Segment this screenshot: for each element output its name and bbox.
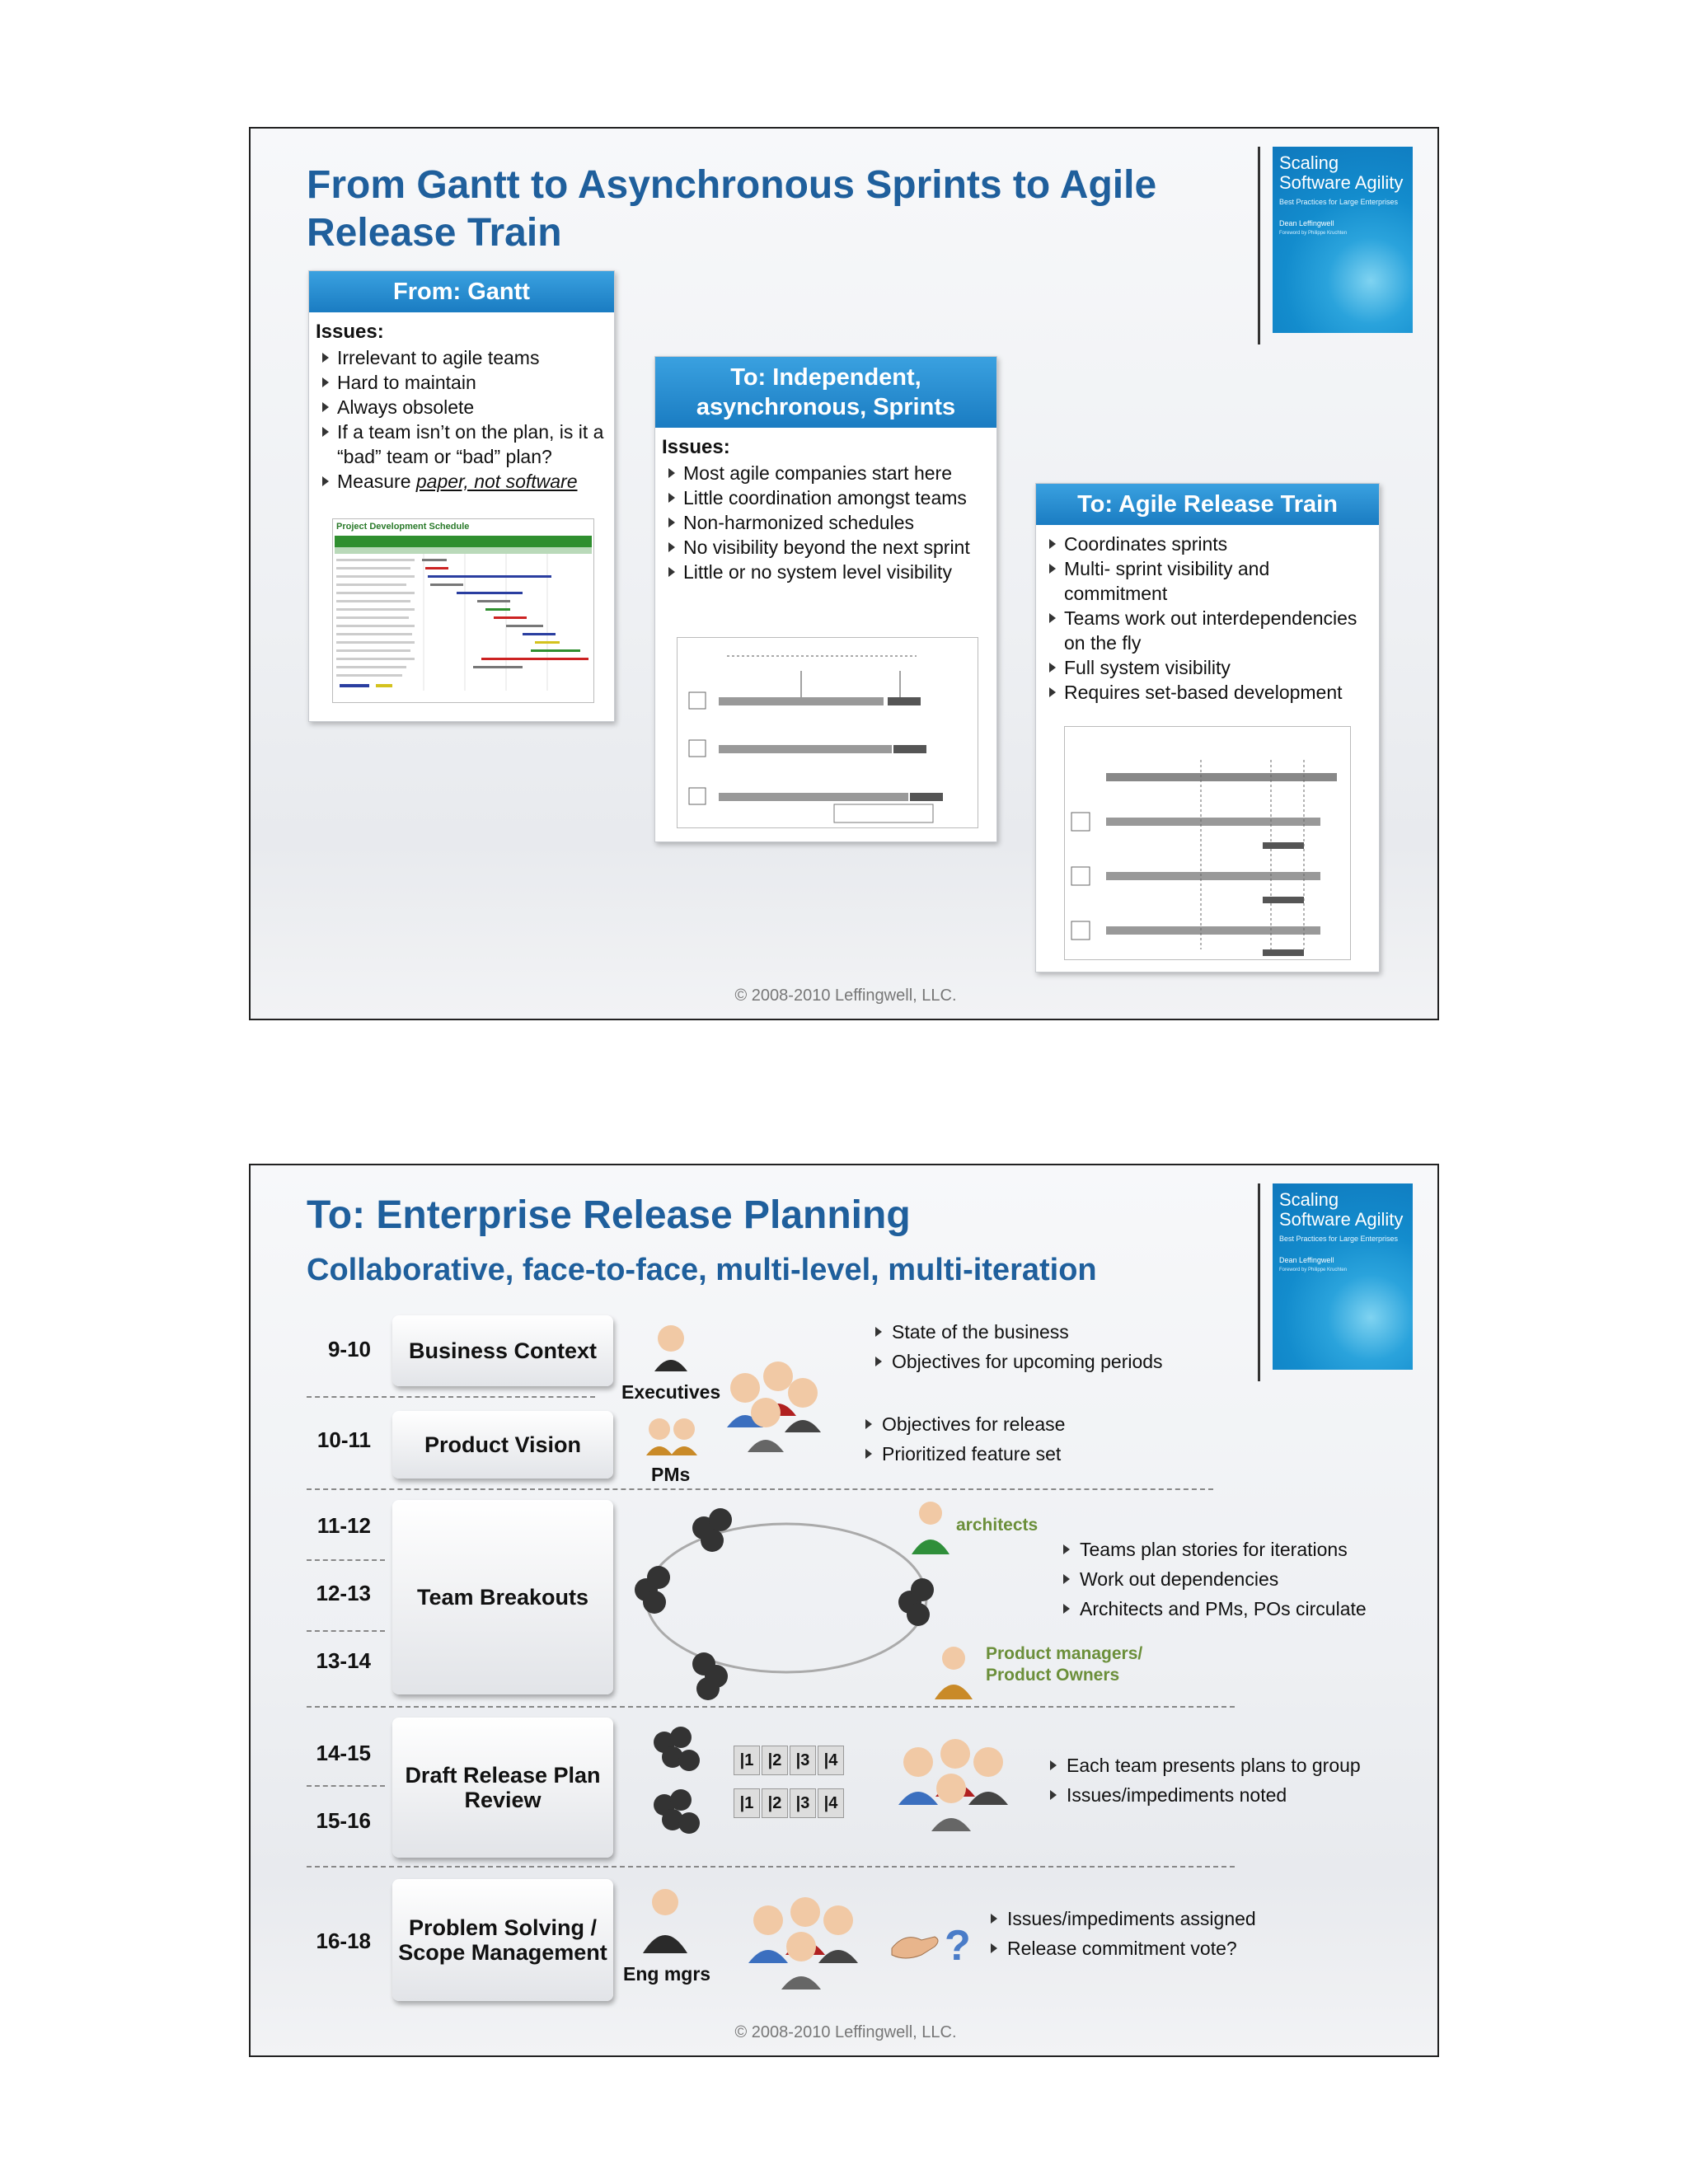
row-divider xyxy=(307,1630,385,1632)
async-sprints-graphic xyxy=(678,638,978,827)
list-item: Work out dependencies xyxy=(1058,1564,1367,1594)
time-label: 13-14 xyxy=(316,1648,371,1673)
teams-group-icon xyxy=(648,1726,710,1858)
list-item: Coordinates sprints xyxy=(1043,532,1374,556)
iteration-box: |1 xyxy=(734,1788,760,1818)
list-item: Prioritized feature set xyxy=(860,1439,1065,1469)
time-label: 10-11 xyxy=(316,1427,371,1452)
business-context-bullets xyxy=(870,1317,1163,1376)
list-item: Teams work out interdependencies on the fly xyxy=(1043,606,1374,655)
session-draft-release-plan-review: Draft Release Plan Review xyxy=(392,1718,613,1858)
people-group-icon xyxy=(646,1314,860,1520)
session-team-breakouts: Team Breakouts xyxy=(392,1500,613,1694)
list-item: Release commitment vote? xyxy=(986,1933,1256,1963)
copyright-footer: © 2008-2010 Leffingwell, LLC. xyxy=(734,987,957,1005)
list-item: Issues/impediments assigned xyxy=(986,1904,1256,1933)
session-problem-solving: Problem Solving / Scope Management xyxy=(392,1879,613,2001)
book-title-line1: Scaling xyxy=(1279,1189,1339,1210)
slide-title-line2: Release Train xyxy=(307,211,562,255)
time-label: 15-16 xyxy=(316,1808,371,1833)
async-sprints-diagram-thumbnail xyxy=(677,637,978,828)
slide-enterprise-release-planning xyxy=(249,1164,1439,2057)
book-cover-image xyxy=(1273,147,1413,333)
issues-heading: Issues: xyxy=(662,436,730,458)
slide-title-line1: From Gantt to Asynchronous Sprints to Agile xyxy=(307,163,1157,207)
book-subtitle: Best Practices for Large Enterprises xyxy=(1279,198,1399,206)
row-divider xyxy=(307,1559,385,1561)
thumbnail-title: Project Development Schedule xyxy=(336,522,470,532)
time-label: 11-12 xyxy=(316,1513,371,1538)
iteration-box: |3 xyxy=(790,1788,816,1818)
slide-subtitle: Collaborative, face-to-face, multi-level, multi-iteration xyxy=(307,1253,1097,1287)
list-item: If a team isn’t on the plan, is it a “bad” team or “bad” plan? xyxy=(316,419,609,469)
copyright-footer: © 2008-2010 Leffingwell, LLC. xyxy=(734,2023,957,2041)
slide-title: To: Enterprise Release Planning xyxy=(307,1193,911,1237)
slide-title xyxy=(307,162,1156,257)
panel-header-line2: asynchronous, Sprints xyxy=(696,394,956,420)
time-label: 16-18 xyxy=(316,1929,371,1953)
gantt-chart-thumbnail xyxy=(332,518,594,703)
executives-label: Executives xyxy=(621,1381,721,1403)
list-item: Hard to maintain xyxy=(316,370,609,395)
panel-from-gantt xyxy=(308,270,615,722)
iteration-box: |4 xyxy=(818,1746,844,1775)
book-cover-image xyxy=(1273,1183,1413,1370)
book-foreword: Foreword by Philippe Kruchten xyxy=(1279,1268,1348,1272)
session-product-vision: Product Vision xyxy=(392,1411,613,1479)
list-item: Teams plan stories for iterations xyxy=(1058,1535,1367,1564)
slide-gantt-to-art xyxy=(249,127,1439,1020)
iteration-box: |1 xyxy=(734,1746,760,1775)
list-item: Each team presents plans to group xyxy=(1045,1750,1361,1780)
stakeholders-group-icon xyxy=(743,1887,875,1994)
divider xyxy=(1258,1183,1260,1381)
panel-header: From: Gantt xyxy=(309,271,614,312)
architect-person-icon xyxy=(910,1498,951,1556)
book-title-line2: Software Agility xyxy=(1279,172,1404,193)
time-label: 12-13 xyxy=(316,1581,371,1605)
list-item: State of the business xyxy=(870,1317,1163,1347)
iteration-box: |3 xyxy=(790,1746,816,1775)
list-item: Little coordination amongst teams xyxy=(662,485,992,510)
list-item: Multi- sprint visibility and commitment xyxy=(1043,556,1374,606)
book-foreword: Foreword by Philippe Kruchten xyxy=(1279,231,1348,236)
book-title-line1: Scaling xyxy=(1279,152,1339,173)
problem-solving-bullets xyxy=(986,1904,1256,1963)
list-item: Most agile companies start here xyxy=(662,461,992,485)
svg-text:?: ? xyxy=(945,1922,971,1970)
draft-release-bullets xyxy=(1045,1750,1361,1810)
architects-label: architects xyxy=(956,1516,1039,1535)
product-managers-label: Product managers/ Product Owners xyxy=(986,1644,1143,1685)
book-title-line2: Software Agility xyxy=(1279,1209,1404,1230)
list-item: Issues/impediments noted xyxy=(1045,1780,1361,1810)
list-item: Non-harmonized schedules xyxy=(662,510,992,535)
iteration-box: |2 xyxy=(762,1746,788,1775)
eng-mgrs-label: Eng mgrs xyxy=(623,1963,711,1985)
list-item: Measure paper, not software xyxy=(316,469,609,494)
handshake-question-icon xyxy=(889,1915,979,1973)
emphasis-text: paper, not software xyxy=(415,471,578,492)
list-item: Always obsolete xyxy=(316,395,609,419)
panel-header-line1: To: Independent, xyxy=(730,364,921,391)
panel-header: To: Agile Release Train xyxy=(1036,484,1379,525)
list-item: Objectives for upcoming periods xyxy=(870,1347,1163,1376)
time-label: 9-10 xyxy=(327,1337,371,1361)
team-breakouts-bullets xyxy=(1058,1535,1367,1624)
release-train-diagram-thumbnail xyxy=(1064,726,1351,960)
iteration-box: |4 xyxy=(818,1788,844,1818)
list-item: Objectives for release xyxy=(860,1409,1065,1439)
divider xyxy=(1258,147,1260,344)
book-author: Dean Leffingwell xyxy=(1279,1256,1334,1264)
panel-agile-release-train xyxy=(1035,483,1380,972)
release-train-graphic xyxy=(1065,727,1350,959)
time-label: 14-15 xyxy=(316,1741,371,1765)
iteration-box: |2 xyxy=(762,1788,788,1818)
book-subtitle: Best Practices for Large Enterprises xyxy=(1279,1235,1399,1243)
row-divider xyxy=(307,1785,385,1787)
product-manager-person-icon xyxy=(933,1643,974,1701)
gantt-bars-graphic xyxy=(333,534,593,699)
team-breakouts-cycle-graphic xyxy=(613,1495,959,1709)
issues-heading: Issues: xyxy=(316,321,384,343)
row-divider xyxy=(307,1866,1235,1868)
list-item: Requires set-based development xyxy=(1043,680,1374,705)
list-item: No visibility beyond the next sprint xyxy=(662,535,992,560)
list-item: Architects and PMs, POs circulate xyxy=(1058,1594,1367,1624)
book-author: Dean Leffingwell xyxy=(1279,219,1334,227)
panel-async-sprints xyxy=(654,356,997,842)
audience-group-icon xyxy=(893,1729,1025,1836)
eng-manager-person-icon xyxy=(636,1884,694,1958)
pms-label: PMs xyxy=(651,1464,691,1485)
list-item: Full system visibility xyxy=(1043,655,1374,680)
list-item: Irrelevant to agile teams xyxy=(316,345,609,370)
row-divider xyxy=(307,1396,595,1398)
session-business-context: Business Context xyxy=(392,1315,613,1386)
product-vision-bullets xyxy=(860,1409,1065,1469)
list-item: Little or no system level visibility xyxy=(662,560,992,584)
